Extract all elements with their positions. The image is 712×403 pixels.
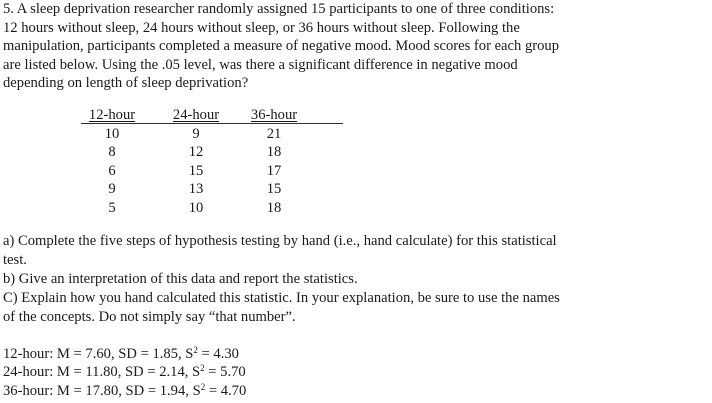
mood-scores-table bbox=[81, 106, 425, 216]
stat-values: M = 17.80, SD = 1.94, S bbox=[56, 382, 201, 399]
document bbox=[3, 0, 709, 400]
column-header: 12-hour bbox=[88, 106, 136, 123]
question-paragraph bbox=[3, 0, 709, 93]
question-line: depending on length of sleep deprivation? bbox=[3, 75, 249, 92]
table-cell: 10 bbox=[104, 125, 120, 142]
table-cell: 18 bbox=[266, 144, 282, 161]
table-cell: 10 bbox=[188, 199, 204, 216]
part-b: b) Give an interpretation of this data and report the statistics. bbox=[3, 270, 358, 287]
column-header: 24-hour bbox=[172, 106, 220, 123]
part-a-line: a) Complete the five steps of hypothesis testing by hand (i.e., hand calculate) for this statistical bbox=[3, 232, 557, 249]
part-c-line: of the concepts. Do not simply say “that number”. bbox=[3, 308, 296, 325]
question-line: manipulation, participants completed a measure of negative mood. Mood scores for each group bbox=[3, 38, 560, 55]
table-cell: 9 bbox=[108, 181, 116, 198]
question-line: 5. A sleep deprivation researcher randomly assigned 15 participants to one of three conditions: bbox=[3, 1, 555, 17]
group-statistics bbox=[3, 345, 709, 400]
table-cell: 12 bbox=[188, 144, 204, 161]
table-column-12-hour bbox=[81, 106, 143, 218]
stat-group: 12-hour: bbox=[3, 345, 54, 362]
part-a-line: test. bbox=[3, 251, 27, 268]
table-cell: 17 bbox=[266, 162, 282, 179]
stat-superscript: 2 bbox=[200, 363, 205, 374]
stat-variance: = 4.30 bbox=[197, 345, 239, 362]
stat-line-12-hour bbox=[3, 345, 709, 363]
stat-values: M = 7.60, SD = 1.85, S bbox=[56, 345, 194, 362]
stat-group: 24-hour: bbox=[3, 364, 54, 381]
question-line: are listed below. Using the .05 level, was there a significant difference in negative mood bbox=[3, 56, 518, 73]
stat-variance: = 4.70 bbox=[205, 382, 247, 399]
table-column-36-hour bbox=[240, 106, 308, 218]
table-cell: 21 bbox=[266, 125, 282, 142]
question-line: 12 hours without sleep, 24 hours without sleep, or 36 hours without sleep. Following the bbox=[3, 19, 520, 36]
column-header: 36-hour bbox=[250, 106, 298, 123]
stat-variance: = 5.70 bbox=[204, 364, 246, 381]
part-c-line: C) Explain how you hand calculated this statistic. In your explanation, be sure to use the names bbox=[3, 289, 560, 306]
table-cell: 13 bbox=[188, 181, 204, 198]
table-cell: 5 bbox=[108, 199, 116, 216]
table-cell: 6 bbox=[108, 162, 116, 179]
stat-line-24-hour bbox=[3, 363, 709, 381]
table-cell: 15 bbox=[266, 181, 282, 198]
table-cell: 18 bbox=[266, 199, 282, 216]
stat-group: 36-hour: bbox=[3, 382, 54, 399]
stat-line-36-hour bbox=[3, 382, 709, 400]
table-cell: 9 bbox=[192, 125, 200, 142]
table-cell: 15 bbox=[188, 162, 204, 179]
stat-superscript: 2 bbox=[200, 381, 206, 392]
table-column-24-hour bbox=[165, 106, 227, 218]
stat-superscript: 2 bbox=[193, 344, 198, 355]
stat-values: M = 11.80, SD = 2.14, S bbox=[56, 364, 201, 381]
table-cell: 8 bbox=[108, 144, 116, 161]
sub-questions bbox=[3, 232, 709, 327]
